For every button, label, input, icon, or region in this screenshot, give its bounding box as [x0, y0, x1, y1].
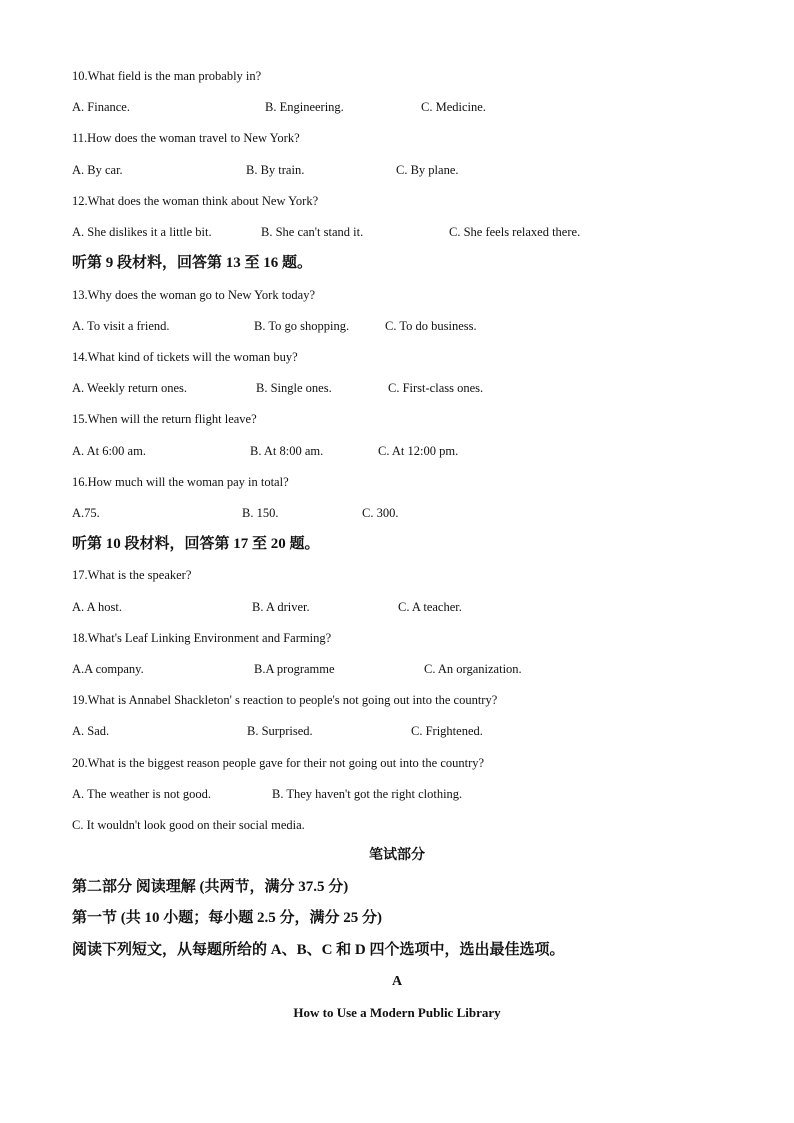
- option-c: C. She feels relaxed there.: [449, 225, 581, 239]
- reading-instruction: 阅读下列短文，从每题所给的 A、B、C 和 D 四个选项中，选出最佳选项。: [72, 942, 565, 958]
- option-a: A. By car.: [72, 163, 123, 177]
- question-17-options: [72, 599, 632, 615]
- option-b: B. She can't stand it.: [261, 225, 364, 239]
- question-13-stem: 13.Why does the woman go to New York today?: [72, 288, 316, 302]
- option-c: C. At 12:00 pm.: [378, 444, 459, 458]
- question-15-options: [72, 443, 632, 459]
- option-c: C. To do business.: [385, 319, 477, 333]
- option-a: A. Weekly return ones.: [72, 381, 188, 395]
- option-c: C. Frightened.: [411, 724, 483, 738]
- question-11-stem: 11.How does the woman travel to New York?: [72, 131, 300, 145]
- question-13-options: [72, 318, 632, 334]
- question-16-stem: 16.How much will the woman pay in total?: [72, 475, 289, 489]
- option-b: B. 150.: [242, 506, 279, 520]
- option-b: B. To go shopping.: [254, 319, 350, 333]
- part-2-heading: 第二部分 阅读理解 (共两节，满分 37.5 分): [72, 879, 349, 895]
- option-a: A. A host.: [72, 600, 123, 614]
- option-b: B. Single ones.: [256, 381, 332, 395]
- question-19-options: [72, 723, 632, 739]
- section-10-heading: 听第 10 段材料，回答第 17 至 20 题。: [72, 536, 320, 552]
- option-b: B. A driver.: [252, 600, 310, 614]
- question-10-stem: 10.What field is the man probably in?: [72, 69, 262, 83]
- option-c: C. Medicine.: [421, 100, 486, 114]
- option-a: A. Finance.: [72, 100, 130, 114]
- section-1-heading: 第一节 (共 10 小题；每小题 2.5 分，满分 25 分): [72, 910, 382, 926]
- option-c: C. An organization.: [424, 662, 522, 676]
- written-part-heading: [0, 847, 794, 865]
- question-14-stem: 14.What kind of tickets will the woman buy?: [72, 350, 298, 364]
- question-17-stem: 17.What is the speaker?: [72, 568, 192, 582]
- question-14-options: [72, 380, 632, 396]
- option-b: B. By train.: [246, 163, 305, 177]
- option-c: C. 300.: [362, 506, 399, 520]
- option-c: C. First-class ones.: [388, 381, 484, 395]
- option-b: B.A programme: [254, 662, 335, 676]
- question-12-stem: 12.What does the woman think about New York?: [72, 194, 319, 208]
- question-18-options: [72, 661, 632, 677]
- question-18-stem: 18.What's Leaf Linking Environment and Farming?: [72, 631, 332, 645]
- option-a: A. At 6:00 am.: [72, 444, 146, 458]
- option-a: A. Sad.: [72, 724, 110, 738]
- question-15-stem: 15.When will the return flight leave?: [72, 412, 257, 426]
- written-part-title: 笔试部分: [369, 848, 425, 863]
- option-a: A.A company.: [72, 662, 144, 676]
- option-b: B. At 8:00 am.: [250, 444, 324, 458]
- option-c: C. A teacher.: [398, 600, 462, 614]
- option-b: B. They haven't got the right clothing.: [272, 787, 463, 801]
- question-20-stem: 20.What is the biggest reason people gave for their not going out into the country?: [72, 756, 485, 770]
- question-20-options: [72, 786, 632, 802]
- option-a: A. The weather is not good.: [72, 787, 211, 801]
- option-a: A. She dislikes it a little bit.: [72, 225, 212, 239]
- option-b: B. Engineering.: [265, 100, 344, 114]
- option-a: A.75.: [72, 506, 100, 520]
- question-16-options: [72, 505, 632, 521]
- question-20-option-c: C. It wouldn't look good on their social media.: [72, 818, 305, 832]
- question-11-options: [72, 162, 632, 178]
- section-9-heading: 听第 9 段材料，回答第 13 至 16 题。: [72, 255, 313, 271]
- passage-title: How to Use a Modern Public Library: [293, 1005, 501, 1020]
- question-10-options: [72, 99, 632, 115]
- option-c: C. By plane.: [396, 163, 459, 177]
- question-12-options: [72, 224, 632, 240]
- option-b: B. Surprised.: [247, 724, 313, 738]
- question-19-stem: 19.What is Annabel Shackleton' s reaction to people's not going out into the country?: [72, 693, 498, 707]
- option-a: A. To visit a friend.: [72, 319, 170, 333]
- passage-letter: A: [391, 974, 403, 989]
